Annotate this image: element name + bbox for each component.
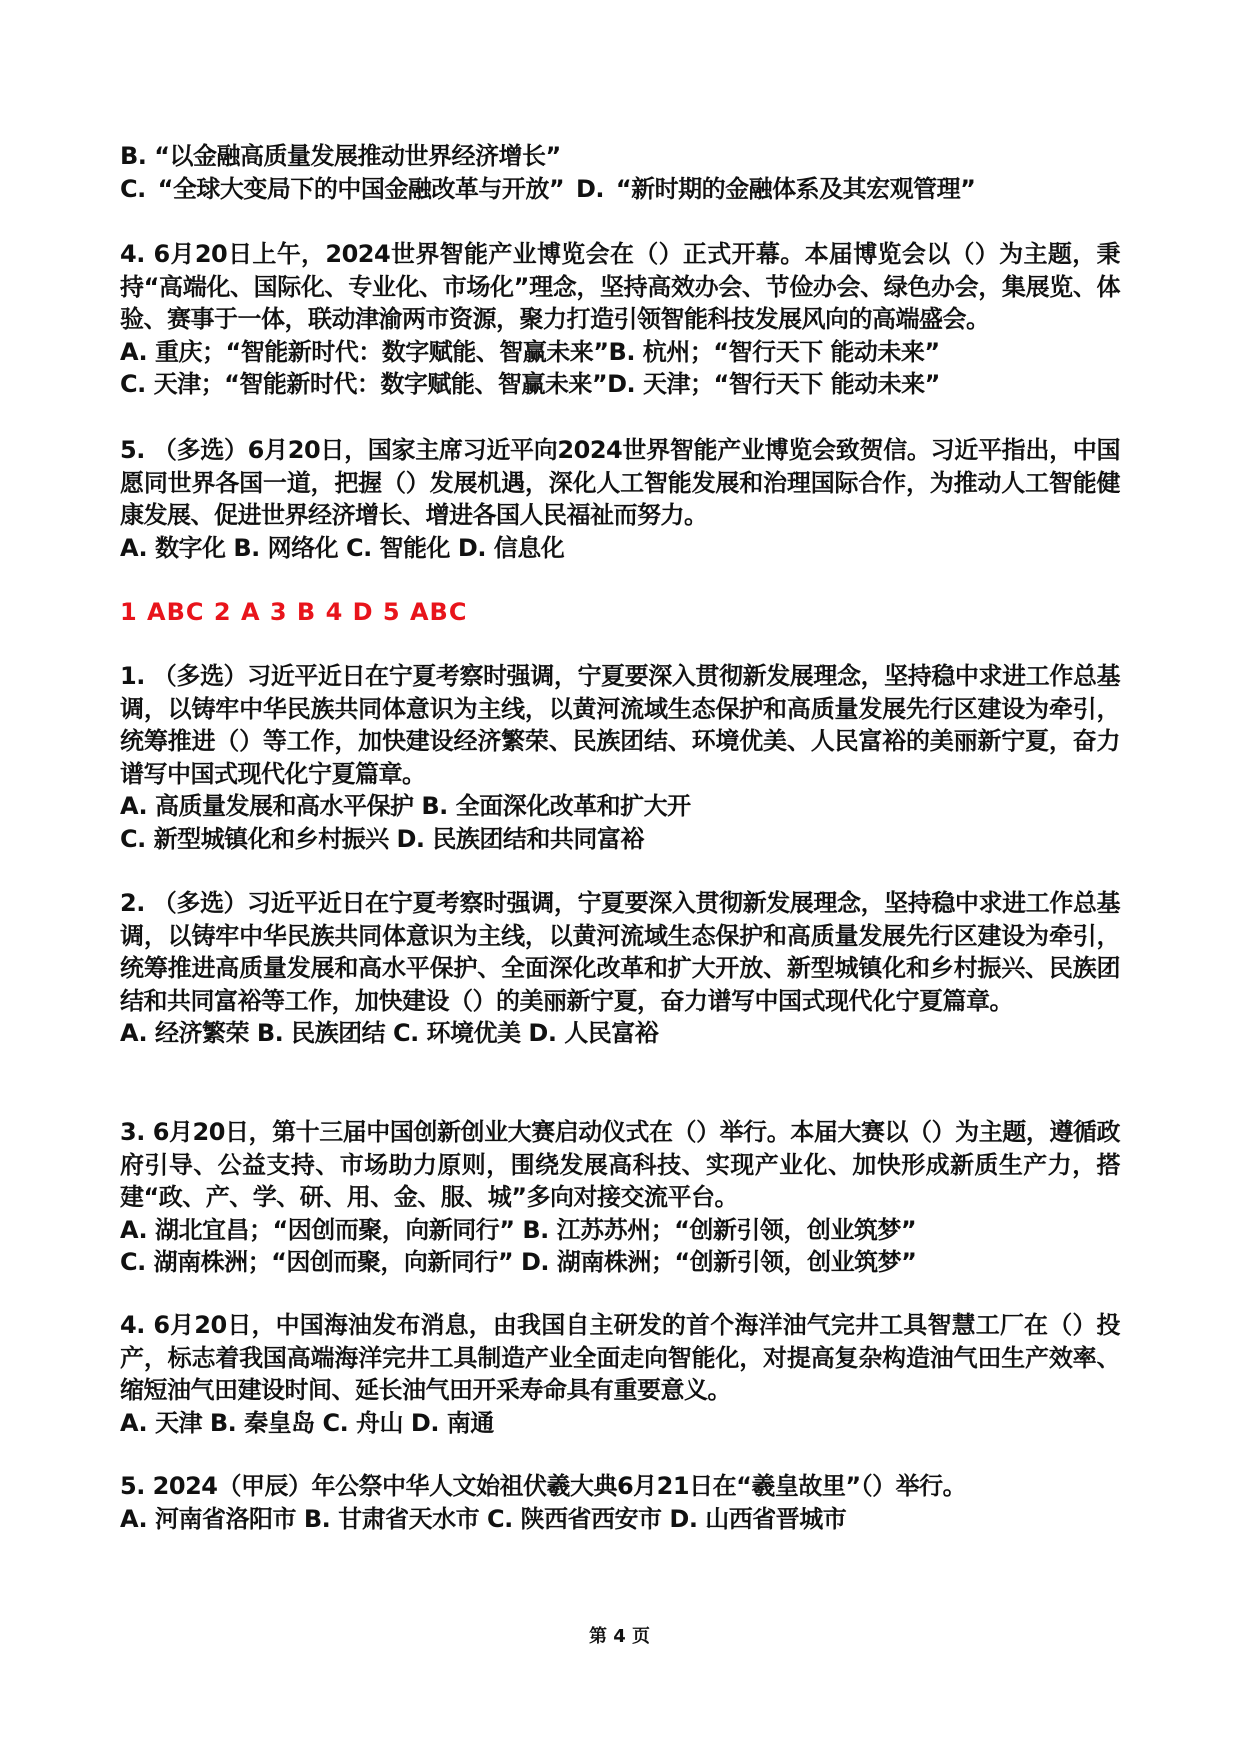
question-stem: 5. （多选）6月20日，国家主席习近平向2024世界智能产业博览会致贺信。习近平指出，中国愿同世界各国一道，把握（）发展机遇，深化人工智能发展和治理国际合作，为推动人工智能健康发展、促进世界经济增长、增进各国人民福祉而努力。 xyxy=(120,436,1120,529)
page-number: 第 4 页 xyxy=(588,1626,651,1647)
question-2 xyxy=(120,887,1120,1050)
question-stem: 2. （多选）习近平近日在宁夏考察时强调，宁夏要深入贯彻新发展理念，坚持稳中求进工作总基调，以铸牢中华民族共同体意识为主线，以黄河流域生态保护和高质量发展先行区建设为牵引，统筹推进高质量发展和高水平保护、全面深化改革和扩大开放、新型城镇化和乡村振兴、民族团结和共同富裕等工作，加快建设（）的美丽新宁夏，奋力谱写中国式现代化宁夏篇章。 xyxy=(120,889,1120,1015)
option-line: A. 高质量发展和高水平保护 B. 全面深化改革和扩大开 xyxy=(120,792,691,820)
question-stem: 5. 2024（甲辰）年公祭中华人文始祖伏羲大典6月21日在“羲皇故里”（）举行。 xyxy=(120,1472,967,1500)
option-line: C. 天津；“智能新时代：数字赋能、智赢未来”D. 天津；“智行天下 能动未来” xyxy=(120,370,940,398)
option-line: A. 河南省洛阳市 B. 甘肃省天水市 C. 陕西省西安市 D. 山西省晋城市 xyxy=(120,1504,847,1533)
prev-question-options xyxy=(120,140,1120,205)
question-4 xyxy=(120,238,1120,401)
option-line: C. 湖南株洲；“因创而聚，向新同行” D. 湖南株洲；“创新引领，创业筑梦” xyxy=(120,1248,917,1276)
question-3 xyxy=(120,1116,1120,1279)
question-stem: 3. 6月20日，第十三届中国创新创业大赛启动仪式在（）举行。本届大赛以（）为主题，遵循政府引导、公益支持、市场助力原则，围绕发展高科技、实现产业化、加快形成新质生产力，搭建“政、产、学、研、用、金、服、城”多向对接交流平台。 xyxy=(120,1118,1120,1211)
answer-key xyxy=(120,596,1120,629)
option-line: A. 重庆；“智能新时代：数字赋能、智赢未来”B. 杭州；“智行天下 能动未来” xyxy=(120,337,940,366)
option-line: A. 经济繁荣 B. 民族团结 C. 环境优美 D. 人民富裕 xyxy=(120,1019,659,1047)
option-line: B. “以金融高质量发展推动世界经济增长” xyxy=(120,142,561,170)
question-5b xyxy=(120,1470,1120,1535)
question-stem: 4. 6月20日上午，2024世界智能产业博览会在（）正式开幕。本届博览会以（）为主题，秉持“高端化、国际化、专业化、市场化”理念，坚持高效办会、节俭办会、绿色办会，集展览、体验、赛事于一体，联动津渝两市资源，聚力打造引领智能科技发展风向的高端盛会。 xyxy=(120,240,1120,333)
question-5 xyxy=(120,434,1120,564)
option-line: A. 天津 B. 秦皇岛 C. 舟山 D. 南通 xyxy=(120,1408,494,1437)
option-line: A. 湖北宜昌；“因创而聚，向新同行” B. 江苏苏州；“创新引领，创业筑梦” xyxy=(120,1215,917,1244)
question-stem: 1. （多选）习近平近日在宁夏考察时强调，宁夏要深入贯彻新发展理念，坚持稳中求进工作总基调，以铸牢中华民族共同体意识为主线，以黄河流域生态保护和高质量发展先行区建设为牵引，统筹推进（）等工作，加快建设经济繁荣、民族团结、环境优美、人民富裕的美丽新宁夏，奋力谱写中国式现代化宁夏篇章。 xyxy=(120,662,1120,788)
answer-key-text: 1 ABC 2 A 3 B 4 D 5 ABC xyxy=(120,598,468,626)
question-1 xyxy=(120,660,1120,855)
option-line: C. 新型城镇化和乡村振兴 D. 民族团结和共同富裕 xyxy=(120,824,644,853)
option-line: A. 数字化 B. 网络化 C. 智能化 D. 信息化 xyxy=(120,533,565,562)
question-stem: 4. 6月20日，中国海油发布消息，由我国自主研发的首个海洋油气完井工具智慧工厂在（）投产，标志着我国高端海洋完井工具制造产业全面走向智能化，对提高复杂构造油气田生产效率、缩短油气田建设时间、延长油气田开采寿命具有重要意义。 xyxy=(120,1311,1120,1404)
question-4b xyxy=(120,1309,1120,1439)
option-line: C. “全球大变局下的中国金融改革与开放” D. “新时期的金融体系及其宏观管理” xyxy=(120,174,976,203)
